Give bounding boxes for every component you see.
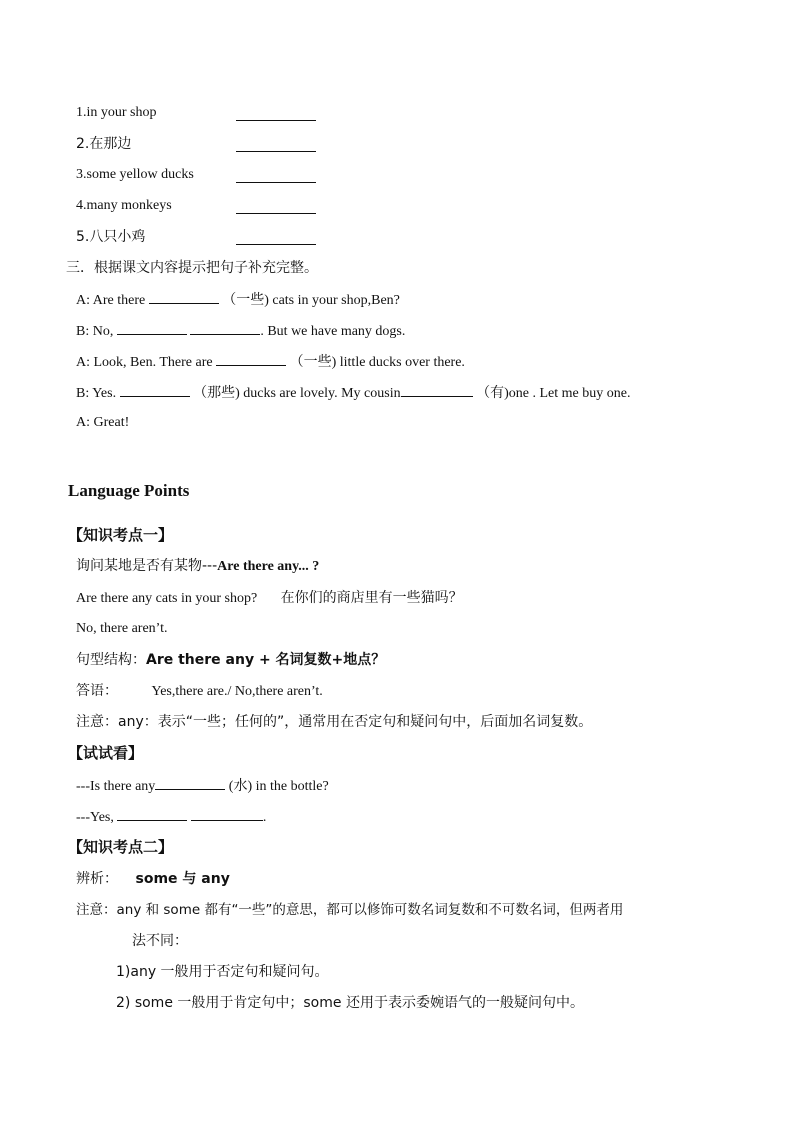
sentence-structure: 句型结构：Are there any + 名词复数+地点？ (76, 652, 386, 668)
question-pattern: 询问某地是否有某物---Are there any... ? (76, 558, 320, 574)
knowledge-point-1-heading: 【知识考点一】 (68, 526, 174, 544)
comparison-heading: 辨析： some 与 any (76, 871, 230, 887)
answer-blank[interactable] (117, 321, 187, 335)
dialogue-line-1: A: Are there （一些) cats in your shop,Ben? (76, 290, 400, 310)
knowledge-point-2-heading: 【知识考点二】 (68, 838, 174, 856)
answer-blank[interactable] (155, 776, 225, 790)
vocab-item-4: 4.many monkeys (76, 198, 172, 213)
vocab-item-1: 1.in your shop (76, 105, 157, 120)
vocab-item-2: 2.在那边 (76, 136, 132, 152)
usage-point-2: 2) some 一般用于肯定句中；some 还用于表示委婉语气的一般疑问句中。 (116, 995, 584, 1011)
answer-blank[interactable] (216, 352, 286, 366)
language-points-heading: Language Points (68, 481, 190, 500)
answer-blank[interactable] (236, 119, 316, 121)
answer-blank[interactable] (191, 807, 263, 821)
note-any: 注意：any：表示“一些；任何的”，通常用在否定句和疑问句中，后面加名词复数。 (76, 714, 593, 730)
try-it-heading: 【试试看】 (68, 744, 144, 762)
section-title: 三．根据课文内容提示把句子补充完整。 (66, 260, 318, 276)
answer-blank[interactable] (120, 383, 190, 397)
dialogue-line-2: B: No, . But we have many dogs. (76, 321, 405, 341)
usage-point-1: 1)any 一般用于否定句和疑问句。 (116, 964, 329, 980)
note-some-any-cont: 法不同： (132, 933, 188, 949)
dialogue-line-4: B: Yes. （那些) ducks are lovely. My cousin （有)one . Let me buy one. (76, 383, 630, 403)
answer-blank[interactable] (236, 150, 316, 152)
answer-blank[interactable] (190, 321, 260, 335)
note-some-any: 注意：any 和 some 都有“一些”的意思，都可以修饰可数名词复数和不可数名词，但两者用 (76, 902, 624, 918)
dialogue-line-5: A: Great! (76, 415, 130, 430)
try-line-2: ---Yes, . (76, 807, 266, 827)
example-answer: No, there aren’t. (76, 621, 168, 636)
answer-pattern: 答语： Yes,there are./ No,there aren’t. (76, 683, 323, 699)
answer-blank[interactable] (117, 807, 187, 821)
answer-blank[interactable] (149, 290, 219, 304)
answer-blank[interactable] (236, 181, 316, 183)
answer-blank[interactable] (236, 243, 316, 245)
answer-blank[interactable] (401, 383, 473, 397)
dialogue-line-3: A: Look, Ben. There are （一些) little ducks over there. (76, 352, 465, 372)
example-question: Are there any cats in your shop? 在你们的商店里有一些猫吗？ (76, 590, 463, 606)
answer-blank[interactable] (236, 212, 316, 214)
try-line-1: ---Is there any (水) in the bottle? (76, 776, 329, 796)
vocab-item-5: 5.八只小鸡 (76, 229, 146, 245)
vocab-item-3: 3.some yellow ducks (76, 167, 194, 182)
